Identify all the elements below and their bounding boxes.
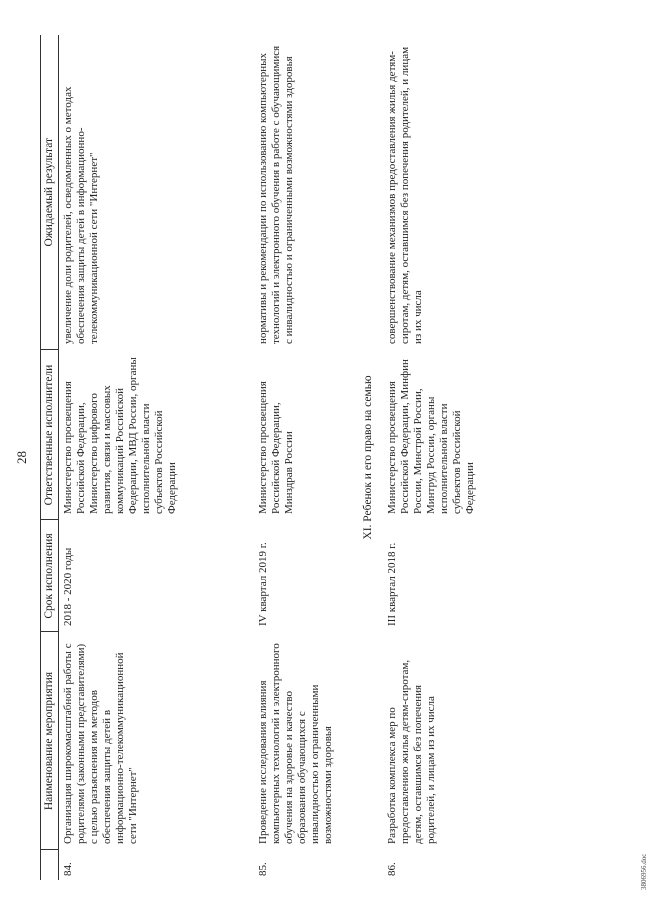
page-number: 28	[14, 451, 29, 464]
header-executors: Ответственные исполнители	[41, 350, 59, 520]
header-num	[41, 850, 59, 880]
row-number: 86.	[385, 862, 398, 876]
row-result: нормативы и рекомендации по использованию компьютерных технологий и электронного обучения в работе с обучающимися с инвалидностью и ограниченными возможностями здоровья	[256, 45, 295, 344]
section-title: XI. Ребенок и его право на семью	[361, 375, 374, 540]
row-name: Проведение исследования влияния компьютерных технологий и электронного обучения на здоровье и качество образования обучающихся с инвалидностью и ограниченными возможностями здоровья	[256, 643, 334, 844]
row-term: 2018 - 2020 годы	[62, 547, 74, 626]
row-result: совершенствование механизмов предоставления жилья детям-сиротам, детям, оставшимся без попечения родителей, и лицам из их числа	[385, 46, 424, 344]
events-table	[40, 35, 483, 880]
section-row	[354, 35, 383, 880]
rotated-page	[14, 35, 648, 890]
footer-filename: 3806956.doc	[640, 853, 648, 890]
row-name: Организация широкомасштабной работы с родителями (законными представителями) с целью разъяснения им методов обеспечения защиты детей в информационно-телекоммуникационной сети "Интернет"	[62, 643, 139, 844]
row-executors: Министерство просвещения Российской Федерации, Министерство цифрового развития, связи и массовых коммуникаций Российской Федерации, МВД России, органы исполнительной власти субъектов Российской Федерации	[62, 357, 178, 514]
table-row	[383, 35, 483, 880]
table-header-row	[41, 35, 59, 880]
row-result: увеличение доли родителей, осведомленных о методах обеспечения защиты детей в информационно-телекоммуникационной сети "Интернет"	[62, 86, 100, 344]
row-number: 84.	[62, 862, 74, 876]
header-term: Срок исполнения	[41, 520, 59, 632]
row-term: III квартал 2018 г.	[385, 542, 398, 626]
header-name: Наименование мероприятия	[41, 632, 59, 850]
row-name: Разработка комплекса мер по предоставлению жилья детям-сиротам, детям, оставшимся без попечения родителей, и лицам из их числа	[385, 659, 437, 844]
row-term: IV квартал 2019 г.	[256, 542, 269, 626]
row-executors: Министерство просвещения Российской Федерации, Минздрав России	[256, 381, 295, 514]
row-number: 85.	[256, 862, 269, 876]
table-row	[254, 35, 354, 880]
header-result: Ожидаемый результат	[41, 35, 59, 350]
table-row	[59, 35, 254, 880]
row-executors: Министерство просвещения Российской Федерации, Минфин России, Минстрой России, Минтруд России, органы исполнительной власти субъектов Российской Федерации	[385, 359, 476, 514]
